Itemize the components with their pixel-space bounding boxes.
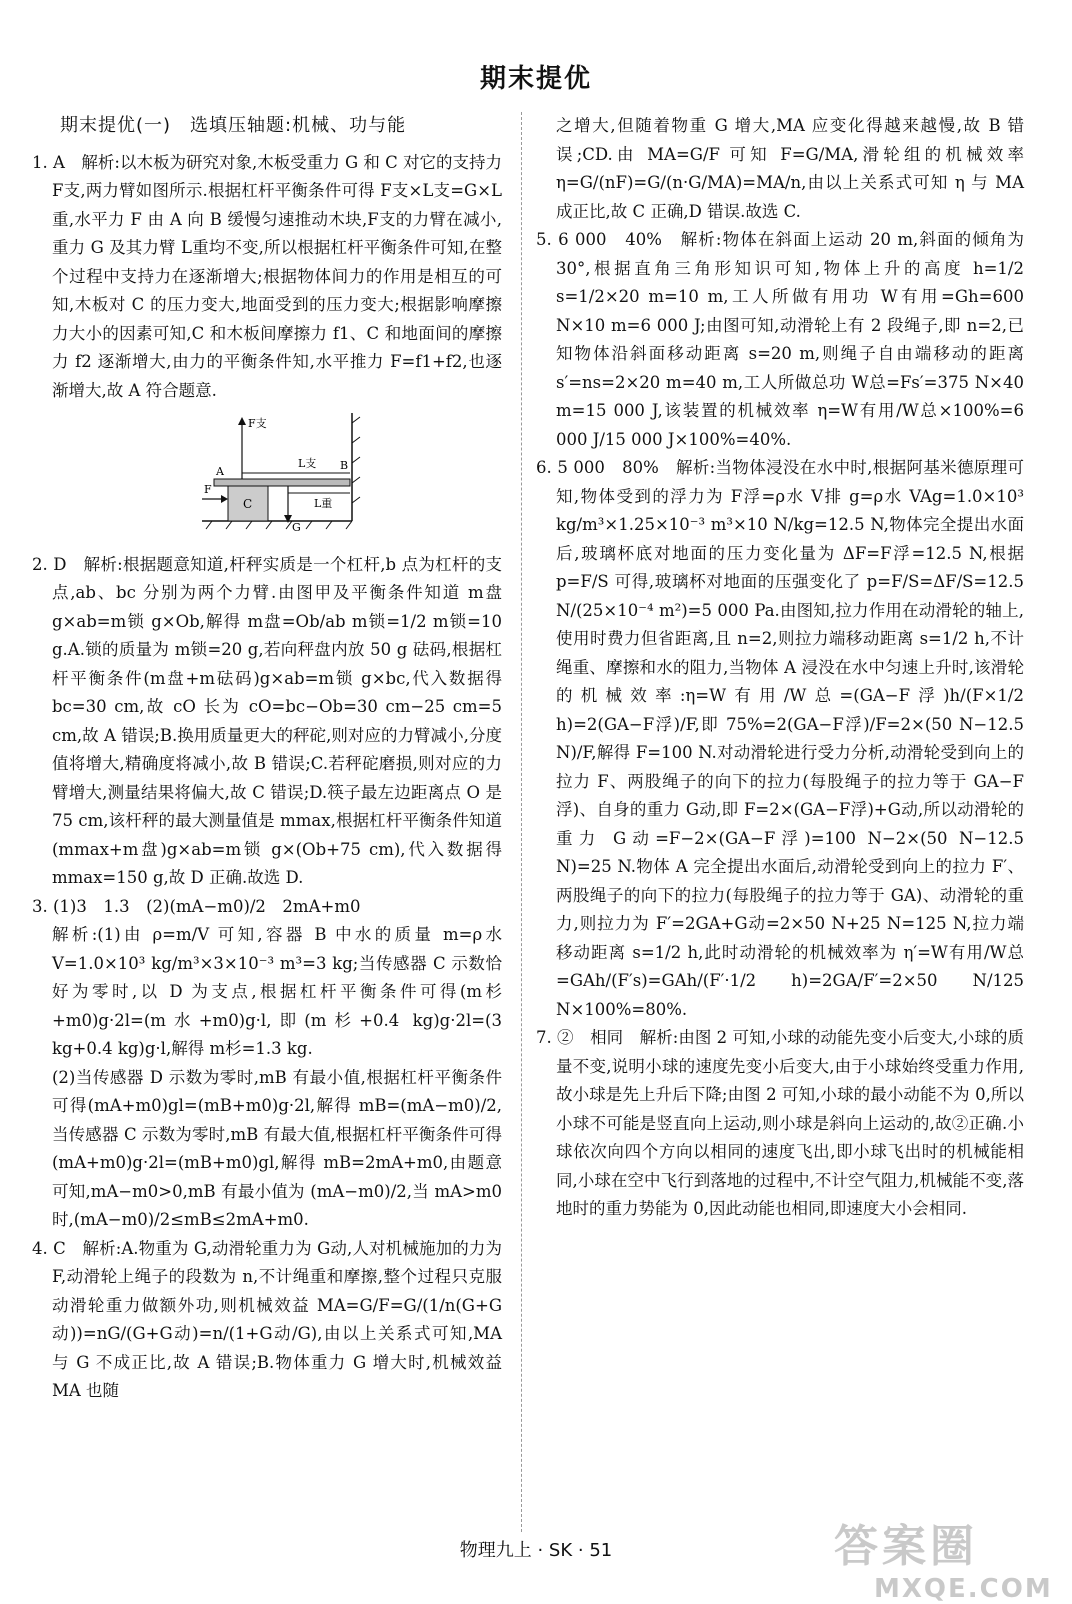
page-title: 期末提优 (479, 64, 592, 94)
page-footer: 物理九上 · SK · 51 (459, 1540, 613, 1561)
label-c: C (243, 497, 253, 511)
label-b: B (340, 459, 349, 472)
watermark-bottom: MXQE.COM (874, 1574, 1053, 1604)
column-divider (521, 112, 522, 1532)
answer-item-4-continued: 之增大,但随着物重 G 增大,MA 应变化得越来越慢,故 B 错误;CD.由 MA=G/F 可知 F=G/MA,滑轮组的机械效率 η=G/(nF)=G/(n·G/MA)=MA/n,由以上关系式可知 η 与 MA 成正比,故 C 正确,D 错误.故选 C. (556, 116, 1024, 221)
watermark-top: 答案圈 (834, 1521, 978, 1572)
label-a: A (216, 465, 224, 478)
answer-item-7: 7. ② 相同 解析:由图 2 可知,小球的动能先变小后变大,小球的质量不变,说明小球的速度先变小后变大,由于小球始终受重力作用,故小球是先上升后下降;由图 2 可知,小球的最小动能不为 0,所以小球不可能是竖直向上运动,则小球是斜向上运动的,故②正确.小球依次向四个方向以相同的速度飞出,即小球飞出时的机械能相同,小球在空中飞行到落地的过程中,不计空气阻力,机械能不变,落地时的重力势能为 0,因此动能也相同,即速度大小会相同. (536, 1028, 1024, 1218)
left-column (32, 112, 502, 1406)
answer-item-1: 1. A 解析:以木板为研究对象,木板受重力 G 和 C 对它的支持力 F支,两力臂如图所示.根据杠杆平衡条件可得 F支×L支=G×L重,水平力 F 由 A 向 B 缓慢匀速推动木块,F支的力臂在减小,重力 G 及其力臂 L重均不变,所以根据杠杆平衡条件可知,在整个过程中支持力在逐渐增大;根据物体间力的作用是相互的可知,木板对 C 的压力变大,地面受到的压力变大;根据影响摩擦力大小的因素可知,C 和木板间摩擦力 f1、C 和地面间的摩擦力 f2 逐渐增大,由力的平衡条件知,水平推力 F=f1+f2,也逐渐增大,故 A 符合题意. (32, 152, 502, 400)
answer-item-3-explanation-2: (2)当传感器 D 示数为零时,mB 有最小值,根据杠杆平衡条件可得(mA+m0)gl=(mB+m0)g·2l,解得 mB=(mA−m0)/2,当传感器 C 示数为零时,mB 有最大值,根据杠杆平衡条件可得(mA+m0)g·2l=(mB+m0)gl,解得 mB=2mA+m0,由题意可知,mA−m0>0,mB 有最小值为 (mA−m0)/2,当 mA>m0 时,(mA−m0)/2≤mB≤2mA+m0. (52, 1067, 502, 1229)
answer-item-4: 4. C 解析:A.物重为 G,动滑轮重力为 G动,人对机械施加的力为 F,动滑轮上绳子的段数为 n,不计绳重和摩擦,整个过程只克服动滑轮重力做额外功,则机械效益 MA=G/F=G/(1/n(G+G动))=nG/(G+G动)=n/(1+G动/G),由以上关系式可知,MA 与 G 不成正比,故 A 错误;B.物体重力 G 增大时,机械效益 MA 也随 (32, 1238, 502, 1400)
section-heading: 期末提优(一) 选填压轴题:机械、功与能 (60, 115, 407, 136)
label-f: F (204, 483, 212, 496)
answer-item-3-explanation-1: 解析:(1)由 ρ=m/V 可知,容器 B 中水的质量 m=ρ水 V=1.0×10³ kg/m³×3×10⁻³ m³=3 kg;当传感器 C 示数恰好为零时,以 D 为支点,根据杠杆平衡条件可得(m杉+m0)g·2l=(m水+m0)g·l,即(m杉+0.4 kg)g·2l=(3 kg+0.4 kg)g·l,解得 m杉=1.3 kg. (52, 925, 502, 1058)
label-f-support: F支 (248, 417, 267, 430)
watermark-logo (834, 1510, 1053, 1604)
right-column (536, 112, 1024, 1224)
label-l-gravity: L重 (314, 497, 333, 510)
label-l-support: L支 (298, 457, 317, 470)
answer-item-3: 3. (1)3 1.3 (2)(mA−m0)/2 2mA+m0 (32, 896, 361, 916)
lever-figure (202, 413, 422, 533)
answer-item-6: 6. 5 000 80% 解析:当物体浸没在水中时,根据阿基米德原理可知,物体受到的浮力为 F浮=ρ水 V排 g=ρ水 VAg=1.0×10³ kg/m³×1.25×10⁻³ m³×10 N/kg=12.5 N,物体完全提出水面后,玻璃杯底对地面的压力变化量为 ΔF=F浮=12.5 N,根据 p=F/S 可得,玻璃杯对地面的压强变化了 p=F/S=ΔF/S=12.5 N/(25×10⁻⁴ m²)=5 000 Pa.由图知,拉力作用在动滑轮的轴上,使用时费力但省距离,且 n=2,则拉力端移动距离 s=1/2 h,不计绳重、摩擦和水的阻力,当物体 A 浸没在水中匀速上升时,该滑轮的机械效率:η=W有用/W总=(GA−F浮)h/(F×1/2 h)=2(GA−F浮)/F,即 75%=2(GA−F浮)/F=2×(50 N−12.5 N)/F,解得 F=100 N.对动滑轮进行受力分析,动滑轮受到向上的拉力 F、两股绳子的向下的拉力(每股绳子的拉力等于 GA−F浮)、自身的重力 G动,即 F=2×(GA−F浮)+G动,所以动滑轮的重力 G动=F−2×(GA−F浮)=100 N−2×(50 N−12.5 N)=25 N.物体 A 完全提出水面后,动滑轮受到向上的拉力 F′、两股绳子的向下的拉力(每股绳子的拉力等于 GA)、动滑轮的重力,则拉力为 F′=2GA+G动=2×50 N+25 N=125 N,拉力端移动距离 s=1/2 h,此时动滑轮的机械效率为 η′=W有用/W总=GAh/(F′s)=GAh/(F′·1/2 h)=2GA/F′=2×50 N/125 N×100%=80%. (536, 458, 1024, 1019)
answer-item-2: 2. D 解析:根据题意知道,杆秤实质是一个杠杆,b 点为杠杆的支点,ab、bc 分别为两个力臂.由图甲及平衡条件知道 m盘 g×ab=m锁 g×Ob,解得 m盘=Ob/ab m锁=1/2 m锁=10 g.A.锁的质量为 m锁=20 g,若向秤盘内放 50 g 砝码,根据杠杆平衡条件(m盘+m砝码)g×ab=m锁 g×bc,代入数据得 bc=30 cm,故 cO 长为 cO=bc−Ob=30 cm−25 cm=5 cm,故 A 错误;B.换用质量更大的秤砣,则对应的力臂减小,分度值将增大,精确度将减小,故 B 错误;C.若秤砣磨损,则对应的力臂增大,测量结果将偏大,故 C 错误;D.筷子最左边距离点 O 是 75 cm,该杆秤的最大测量值是 mmax,根据杠杆平衡条件知道(mmax+m盘)g×ab=m锁 g×(Ob+75 cm),代入数据得 mmax=150 g,故 D 正确.故选 D. (32, 554, 502, 887)
label-g: G (292, 521, 301, 533)
answer-item-5: 5. 6 000 40% 解析:物体在斜面上运动 20 m,斜面的倾角为 30°,根据直角三角形知识可知,物体上升的高度 h=1/2 s=1/2×20 m=10 m,工人所做有用功 W有用=Gh=600 N×10 m=6 000 J;由图可知,动滑轮上有 2 段绳子,即 n=2,已知物体沿斜面移动距离 s=20 m,则绳子自由端移动的距离 s′=ns=2×20 m=40 m,工人所做总功 W总=Fs′=375 N×40 m=15 000 J,该装置的机械效率 η=W有用/W总×100%=6 000 J/15 000 J×100%=40%. (536, 230, 1024, 449)
